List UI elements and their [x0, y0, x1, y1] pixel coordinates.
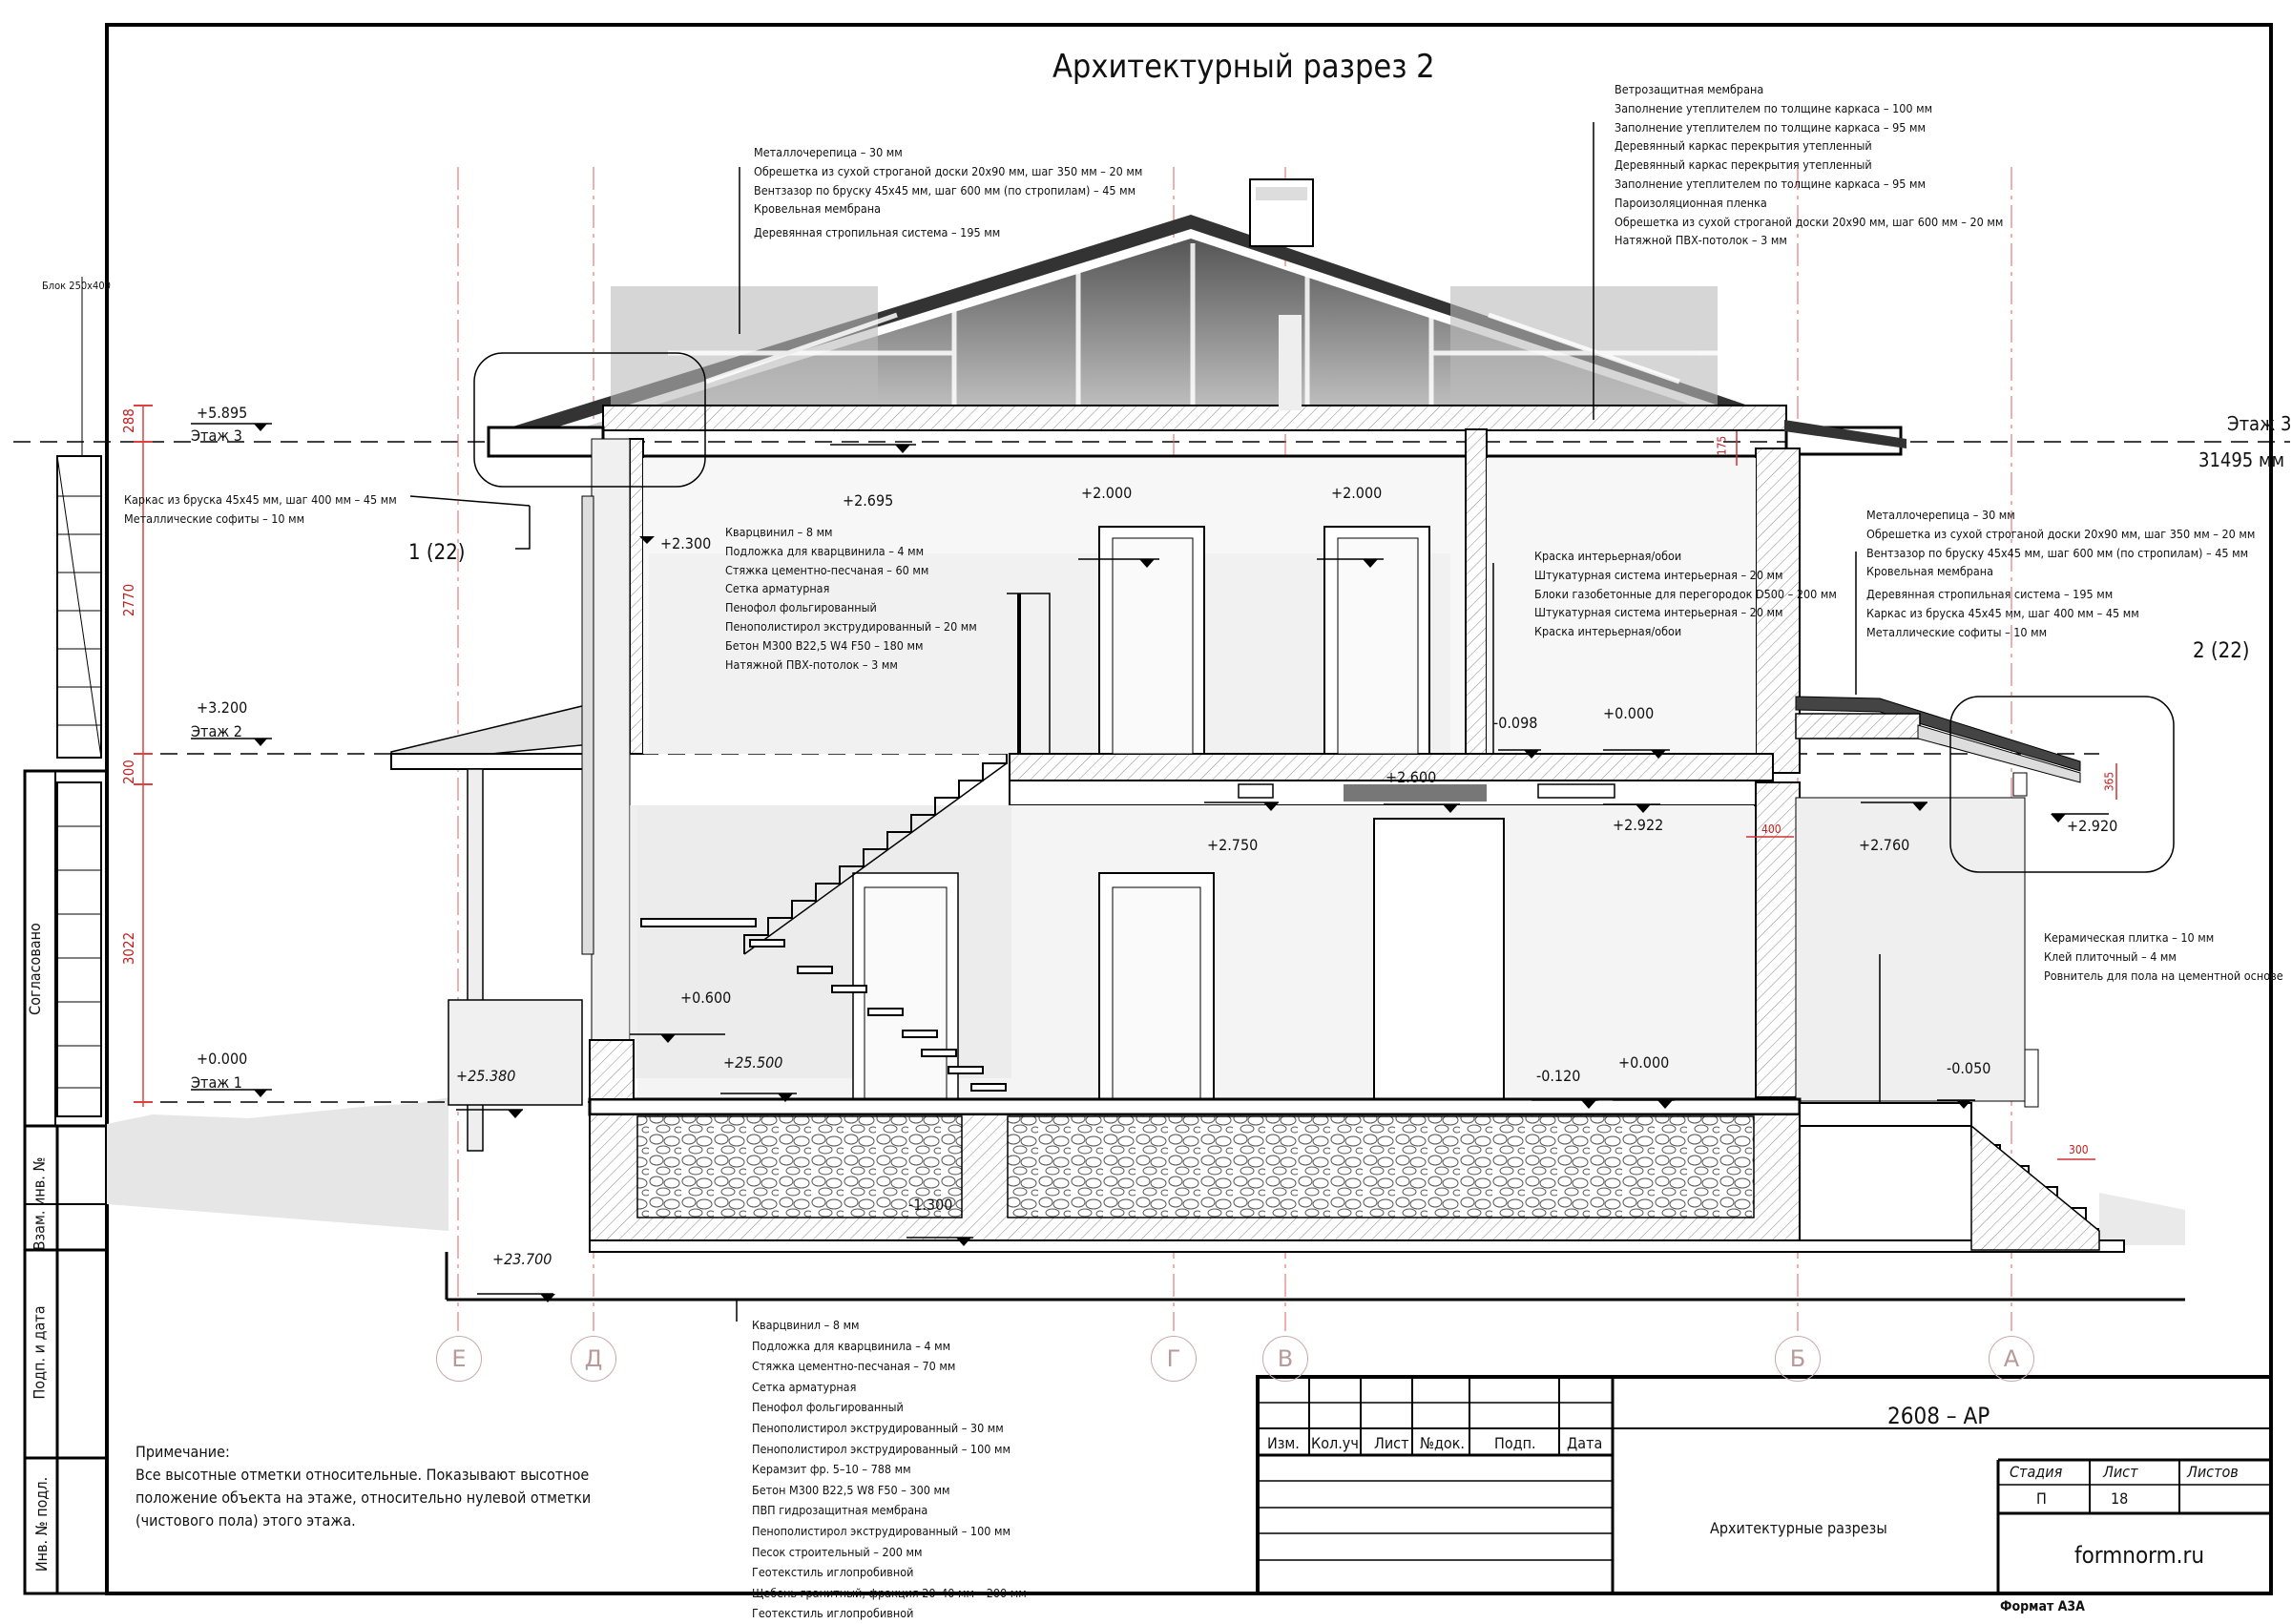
block-column [57, 277, 101, 1116]
dim-3022: 3022 [120, 931, 138, 966]
mark-0050: -0.050 [1947, 1059, 1991, 1077]
tb-sheet-number: 18 [2111, 1489, 2129, 1508]
mark-1300: -1.300 [908, 1196, 953, 1214]
mark-2920: +2.920 [2067, 817, 2118, 835]
mark-2300: +2.300 [660, 534, 712, 552]
mark-0098: -0.098 [1493, 714, 1538, 732]
tb-header-doc: №док. [1420, 1434, 1465, 1452]
mark-0000b: +0.000 [1618, 1053, 1670, 1072]
axis-bubble-v: В [1262, 1336, 1308, 1382]
dim-2770: 2770 [120, 583, 138, 617]
callout-1: 1 (22) [408, 541, 466, 565]
stamp-sign-date: Подп. и дата [30, 1305, 49, 1400]
general-note: Примечание: Все высотные отметки относительные. Показывают высотное положение объекта на этаже, относительно нулевой отметки (чистового пола) этого этажа. [135, 1443, 592, 1530]
level-1-value: +0.000 [197, 1050, 248, 1068]
level-3-name: Этаж 3 [191, 427, 242, 445]
drawing-code: 2608 – АР [1887, 1403, 1990, 1429]
level-2-name: Этаж 2 [191, 722, 242, 740]
floor2-notes: Кварцвинил – 8 мм Подложка для кварцвинила – 4 мм Стяжка цементно-песчаная – 60 мм Сетка арматурная Пенофол фольгированный Пенополистирол экструдированный – 20 мм Бетон М300 В22,5 W4 F50 – 180 мм Натяжной ПВХ-потолок – 3 мм [725, 525, 977, 672]
floor1-structure [447, 754, 2185, 1300]
mark-2600: +2.600 [1386, 768, 1437, 786]
tb-header-kolvo: Кол.уч. [1311, 1434, 1364, 1452]
soffit-notes: Каркас из бруска 45х45 мм, шаг 400 мм – 45 мм Металлические софиты – 10 мм [124, 492, 397, 526]
mark-23700: +23.700 [492, 1250, 552, 1268]
level-1-name: Этаж 1 [191, 1073, 242, 1092]
wall-notes: Краска интерьерная/обои Штукатурная система интерьерная – 20 мм Блоки газобетонные для перегородок D500 – 200 мм Штукатурная система интерьерная – 20 мм Краска интерьерная/обои [1534, 549, 1837, 639]
right-level-absolute: 31495 мм [2198, 448, 2285, 471]
sheet-title: Архитектурные разрезы [1710, 1519, 1887, 1537]
mark-0600: +0.600 [680, 989, 732, 1007]
right-level-name: Этаж 3 [2227, 412, 2292, 435]
mark-2750: +2.750 [1207, 836, 1259, 854]
tb-header-izm: Изм. [1267, 1434, 1300, 1452]
level-2-value: +3.200 [197, 698, 248, 717]
mark-2922: +2.922 [1613, 816, 1664, 834]
dim-288: 288 [119, 408, 137, 433]
mark-2695: +2.695 [843, 491, 894, 510]
mark-25500: +25.500 [723, 1053, 783, 1072]
stamp-inv-original: Инв. № подл. [32, 1476, 52, 1572]
stamp-inv-replaced: Взам. инв. № [30, 1156, 49, 1251]
axis-bubble-g: Г [1151, 1336, 1197, 1382]
mark-2760: +2.760 [1859, 836, 1910, 854]
tb-header-list: Лист [1374, 1434, 1409, 1452]
dim-400: 400 [1761, 822, 1782, 836]
tb-header-sign: Подп. [1494, 1434, 1536, 1452]
block-label: Блок 250х400 [42, 280, 111, 292]
level-3-value: +5.895 [197, 404, 248, 422]
tb-header-date: Дата [1567, 1434, 1603, 1452]
format-label: Формат А3А [2000, 1599, 2085, 1614]
tb-sheet-header: Лист [2103, 1463, 2138, 1481]
mark-0120: -0.120 [1536, 1067, 1581, 1085]
axis-bubble-e: Е [436, 1336, 482, 1382]
roof-notes: Металлочерепица – 30 мм Обрешетка из сухой строганой доски 20х90 мм, шаг 350 мм – 20 мм Вентзазор по бруску 45х45 мм, шаг 600 мм (по стропилам) – 45 мм Кровельная мембрана Деревянная стропильная система – 195 мм [754, 145, 1143, 240]
attic-notes: Ветрозащитная мембрана Заполнение утеплителем по толщине каркаса – 100 мм Заполнение утеплителем по толщине каркаса – 95 мм Деревянный каркас перекрытия утепленный Деревянный каркас перекрытия утепленный Заполнение утеплителем по толщине каркаса – 95 мм Пароизоляционная пленка Обрешетка из сухой строганой доски 20х90 мм, шаг 600 мм – 20 мм Натяжной ПВХ-потолок – 3 мм [1615, 82, 2004, 248]
tb-sheets-header: Листов [2187, 1463, 2239, 1481]
dim-200: 200 [119, 760, 137, 784]
mark-2000a: +2.000 [1081, 484, 1133, 502]
mark-2000b: +2.000 [1331, 484, 1383, 502]
mark-25380: +25.380 [456, 1067, 516, 1085]
tb-stage-header: Стадия [2010, 1463, 2063, 1481]
mark-0000a: +0.000 [1603, 704, 1655, 722]
tile-notes: Керамическая плитка – 10 мм Клей плиточный – 4 мм Ровнитель для пола на цементной основе [2044, 930, 2283, 983]
stamp-agreed: Согласовано [25, 923, 44, 1015]
dim-300: 300 [2069, 1143, 2089, 1156]
axis-bubble-b: Б [1775, 1336, 1821, 1382]
canopy-notes: Металлочерепица – 30 мм Обрешетка из сухой строганой доски 20х90 мм, шаг 350 мм – 20 мм Вентзазор по бруску 45х45 мм, шаг 600 мм (по стропилам) – 45 мм Кровельная мембрана Деревянная стропильная система – 195 мм Каркас из бруска 45х45 мм, шаг 400 мм – 45 мм Металлические софиты – 10 мм [1866, 508, 2256, 639]
tb-stage: П [2036, 1489, 2047, 1508]
ground-floor-notes: Кварцвинил – 8 мм Подложка для кварцвинила – 4 мм Стяжка цементно-песчаная – 70 мм Сетка арматурная Пенофол фольгированный Пенополистирол экструдированный – 30 мм Пенополистирол экструдированный – 100 мм Керамзит фр. 5–10 – 788 мм Бетон М300 В22,5 W8 F50 – 300 мм ПВП гидрозащитная мембрана Пенополистирол экструдированный – 100 мм Песок строительный – 200 мм Геотекстиль иглопробивной Щебень гранитный, фракция 20–40 мм – 200 мм Геотекстиль иглопробивной [752, 1318, 1027, 1621]
axis-bubble-d: Д [571, 1336, 616, 1382]
page-title: Архитектурный разрез 2 [1052, 48, 1435, 86]
axis-bubble-a: А [1989, 1336, 2034, 1382]
dim-175: 175 [1715, 435, 1729, 456]
dim-365: 365 [2102, 771, 2116, 792]
site-name: formnorm.ru [2074, 1542, 2205, 1569]
callout-2: 2 (22) [2193, 639, 2250, 663]
